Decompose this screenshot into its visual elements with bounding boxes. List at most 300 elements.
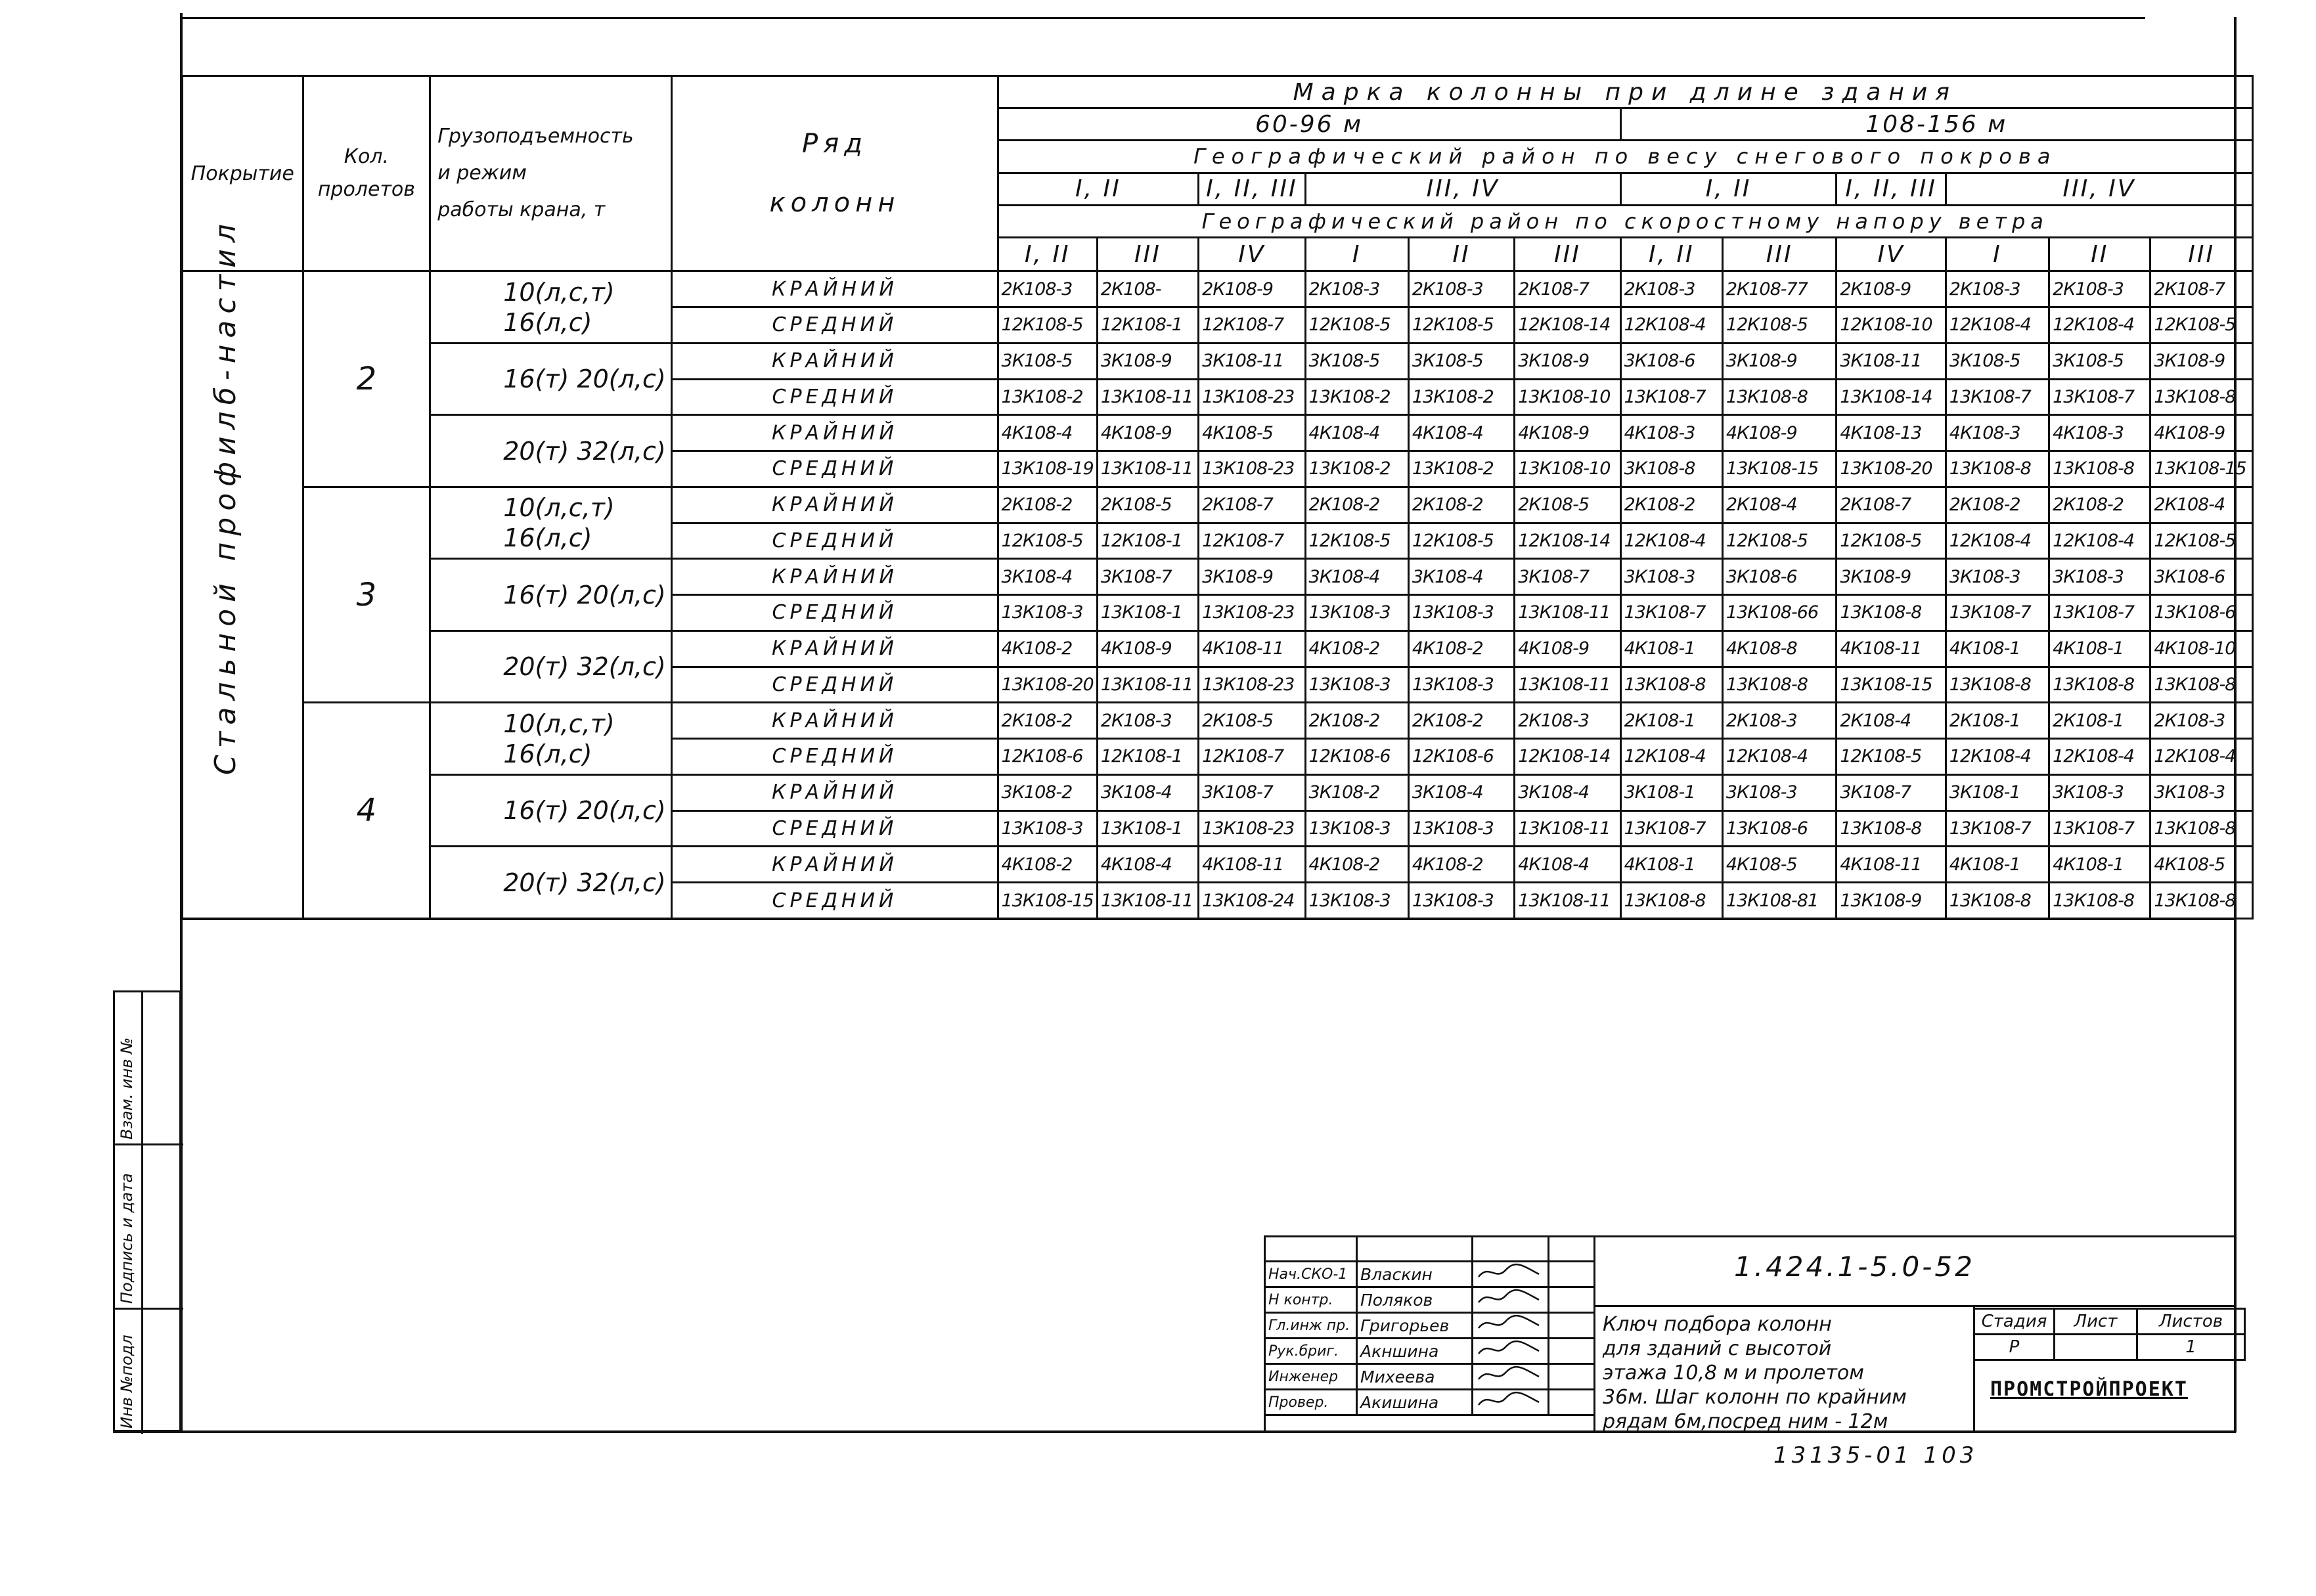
column-mark-cell: 2К108-3	[2049, 271, 2150, 307]
column-mark-cell: 2К108-1	[1620, 703, 1722, 739]
column-mark-cell: 3К108-4	[1515, 774, 1620, 810]
column-mark-cell: 2К108-7	[1199, 487, 1305, 523]
snow-group-5: I, II, III	[1837, 173, 1946, 205]
wind-subregion-11: II	[2049, 237, 2150, 271]
column-mark-cell: 2К108-7	[1515, 271, 1620, 307]
header-length-60-96: 60-96 м	[998, 108, 1620, 141]
column-mark-cell: 3К108-7	[1515, 559, 1620, 595]
signer-name: Акишина	[1357, 1390, 1473, 1415]
column-mark-cell: 3К108-5	[1946, 343, 2049, 379]
column-mark-cell: 12К108-5	[1305, 307, 1408, 344]
column-mark-cell: 3К108-5	[998, 343, 1097, 379]
column-mark-cell: 13К108-20	[1837, 451, 1946, 487]
table-row	[183, 847, 2253, 883]
column-mark-cell: 3К108-9	[1097, 343, 1198, 379]
sheets-label: Листов	[2137, 1309, 2245, 1335]
snow-group-4: I, II	[1620, 173, 1837, 205]
column-mark-cell: 12К108-14	[1515, 523, 1620, 559]
column-mark-cell: 2К108-3	[1408, 271, 1514, 307]
column-mark-cell: 4К108-9	[1722, 415, 1836, 451]
column-mark-cell: 12К108-5	[1722, 523, 1836, 559]
column-mark-cell: 3К108-2	[1305, 774, 1408, 810]
wind-subregion-9: IV	[1837, 237, 1946, 271]
column-mark-cell: 2К108-77	[1722, 271, 1836, 307]
sheets-value: 1	[2137, 1335, 2245, 1360]
column-mark-cell: 12К108-4	[1946, 523, 2049, 559]
table-row	[183, 631, 2253, 667]
column-mark-cell: 3К108-6	[2150, 559, 2253, 595]
column-mark-cell: 12К108-4	[2049, 739, 2150, 775]
column-mark-cell: 13К108-3	[1408, 883, 1514, 919]
column-mark-cell: 12К108-4	[2049, 523, 2150, 559]
column-mark-cell: 12К108-14	[1515, 739, 1620, 775]
column-mark-cell: 13К108-7	[1620, 810, 1722, 847]
wind-subregion-5: II	[1408, 237, 1514, 271]
header-crane-line1: Грузоподъемность	[437, 125, 634, 148]
column-mark-cell: 4К108-2	[1408, 631, 1514, 667]
column-mark-cell: 3К108-4	[1097, 774, 1198, 810]
column-mark-cell: 4К108-1	[2049, 631, 2150, 667]
column-mark-cell: 13К108-11	[1097, 883, 1198, 919]
header-spans-count: Кол. пролетов	[303, 76, 430, 271]
spans-count-cell: 4	[303, 703, 430, 919]
header-covering: Покрытие	[183, 76, 303, 271]
column-mark-cell: 13К108-8	[2150, 667, 2253, 703]
column-mark-cell: 2К108-3	[998, 271, 1097, 307]
column-mark-cell: 13К108-10	[1515, 379, 1620, 415]
column-row-type: КРАЙНИЙ	[672, 559, 998, 595]
column-row-type: СРЕДНИЙ	[672, 810, 998, 847]
column-mark-cell: 2К108-3	[1946, 271, 2049, 307]
signature-row	[1265, 1390, 1595, 1415]
column-mark-cell: 13К108-2	[1408, 451, 1514, 487]
signature-row	[1265, 1262, 1595, 1287]
column-mark-cell: 4К108-4	[1305, 415, 1408, 451]
column-mark-cell: 12К108-5	[1305, 523, 1408, 559]
column-mark-cell: 13К108-11	[1515, 810, 1620, 847]
column-mark-cell: 13К108-23	[1199, 595, 1305, 631]
column-mark-cell: 4К108-9	[1097, 631, 1198, 667]
column-mark-cell: 4К108-1	[1620, 847, 1722, 883]
snow-group-3: III, IV	[1305, 173, 1620, 205]
wind-subregion-7: I, II	[1620, 237, 1722, 271]
header-length-108-156: 108-156 м	[1620, 108, 2252, 141]
column-mark-cell: 4К108-4	[1515, 847, 1620, 883]
stage-table	[1973, 1308, 2246, 1361]
column-mark-cell: 2К108-2	[1305, 703, 1408, 739]
side-label-sign: Подпись и дата	[118, 1173, 136, 1304]
signature-row	[1265, 1364, 1595, 1390]
column-mark-cell: 13К108-7	[1946, 379, 2049, 415]
column-mark-cell: 2К108-1	[2049, 703, 2150, 739]
crane-load-cell: 20(т) 32(л,с)	[430, 415, 672, 487]
snow-group-1: I, II	[998, 173, 1199, 205]
column-mark-cell: 3К108-3	[2049, 774, 2150, 810]
column-mark-cell: 4К108-4	[1408, 415, 1514, 451]
signature-row	[1265, 1339, 1595, 1364]
column-mark-cell: 13К108-2	[1408, 379, 1514, 415]
column-mark-cell: 3К108-1	[1946, 774, 2049, 810]
column-mark-cell: 13К108-6	[1722, 810, 1836, 847]
column-mark-cell: 12К108-5	[1722, 307, 1836, 344]
column-row-type: СРЕДНИЙ	[672, 523, 998, 559]
column-mark-cell: 4К108-4	[1097, 847, 1198, 883]
column-row-type: СРЕДНИЙ	[672, 667, 998, 703]
column-mark-cell: 4К108-2	[1305, 847, 1408, 883]
wind-subregion-12: III	[2150, 237, 2253, 271]
column-mark-cell: 13К108-7	[2049, 595, 2150, 631]
column-mark-cell: 13К108-8	[2049, 667, 2150, 703]
column-mark-cell: 12К108-10	[1837, 307, 1946, 344]
column-mark-cell: 12К108-5	[1408, 307, 1514, 344]
archive-number: 13135-01 103	[1773, 1442, 1978, 1469]
column-mark-cell: 12К108-1	[1097, 307, 1198, 344]
column-mark-cell: 12К108-6	[1305, 739, 1408, 775]
signature-mark	[1473, 1339, 1549, 1364]
date-cell	[1549, 1313, 1595, 1339]
column-mark-cell: 12К108-4	[1620, 307, 1722, 344]
column-mark-cell: 12К108-5	[998, 523, 1097, 559]
signer-role: Инженер	[1265, 1364, 1357, 1390]
column-mark-cell: 2К108-5	[1515, 487, 1620, 523]
table-row	[183, 343, 2253, 379]
column-mark-cell: 12К108-4	[1620, 523, 1722, 559]
column-mark-cell: 3К108-2	[998, 774, 1097, 810]
column-mark-cell: 3К108-11	[1837, 343, 1946, 379]
wind-subregion-4: I	[1305, 237, 1408, 271]
column-mark-cell: 13К108-11	[1097, 667, 1198, 703]
column-mark-cell: 13К108-66	[1722, 595, 1836, 631]
date-cell	[1549, 1364, 1595, 1390]
title-block-hline	[1593, 1305, 2236, 1307]
column-mark-cell: 4К108-11	[1199, 847, 1305, 883]
column-row-type: КРАЙНИЙ	[672, 415, 998, 451]
signature-mark	[1473, 1390, 1549, 1415]
column-mark-cell: 2К108-4	[1837, 703, 1946, 739]
column-mark-cell: 13К108-8	[1946, 667, 2049, 703]
column-mark-cell: 4К108-9	[1515, 415, 1620, 451]
column-mark-cell: 4К108-3	[1620, 415, 1722, 451]
column-mark-cell: 4К108-5	[1722, 847, 1836, 883]
column-mark-cell: 4К108-1	[1620, 631, 1722, 667]
crane-load-cell: 20(т) 32(л,с)	[430, 631, 672, 703]
side-label-inv: Инв №подл	[118, 1335, 136, 1429]
column-row-type: СРЕДНИЙ	[672, 595, 998, 631]
column-row-type: КРАЙНИЙ	[672, 774, 998, 810]
column-mark-cell: 3К108-7	[1097, 559, 1198, 595]
wind-subregion-6: III	[1515, 237, 1620, 271]
column-mark-cell: 2К108-2	[1620, 487, 1722, 523]
column-mark-cell: 13К108-7	[1946, 595, 2049, 631]
column-mark-cell: 13К108-8	[1722, 379, 1836, 415]
column-mark-cell: 13К108-7	[2049, 379, 2150, 415]
header-column-row: Ряд колонн	[672, 76, 998, 271]
column-mark-cell: 3К108-1	[1620, 774, 1722, 810]
column-mark-cell: 2К108-2	[998, 703, 1097, 739]
column-mark-cell: 3К108-4	[1408, 774, 1514, 810]
column-mark-cell: 13К108-3	[1408, 595, 1514, 631]
column-mark-cell: 2К108-3	[2150, 703, 2253, 739]
column-row-type: КРАЙНИЙ	[672, 703, 998, 739]
column-row-type: КРАЙНИЙ	[672, 271, 998, 307]
column-mark-cell: 13К108-8	[2150, 379, 2253, 415]
column-mark-cell: 13К108-3	[1408, 810, 1514, 847]
column-mark-cell: 13К108-7	[1946, 810, 2049, 847]
table-row	[183, 415, 2253, 451]
table-row	[183, 703, 2253, 739]
column-mark-cell: 3К108-5	[2049, 343, 2150, 379]
covering-cell	[183, 271, 303, 919]
column-mark-cell: 2К108-5	[1097, 487, 1198, 523]
header-snow-region: Географический район по весу снегового покрова	[998, 141, 2252, 173]
column-row-type: КРАЙНИЙ	[672, 343, 998, 379]
signature-row	[1265, 1313, 1595, 1339]
column-mark-cell: 13К108-8	[1946, 451, 2049, 487]
column-mark-cell: 12К108-5	[998, 307, 1097, 344]
column-mark-cell: 13К108-19	[998, 451, 1097, 487]
column-mark-cell: 13К108-3	[1305, 595, 1408, 631]
column-mark-cell: 13К108-10	[1515, 451, 1620, 487]
column-mark-cell: 3К108-4	[998, 559, 1097, 595]
table-row	[183, 774, 2253, 810]
column-mark-cell: 4К108-9	[1097, 415, 1198, 451]
column-mark-cell: 12К108-4	[1946, 307, 2049, 344]
column-mark-cell: 13К108-8	[2150, 883, 2253, 919]
column-mark-cell: 13К108-3	[998, 810, 1097, 847]
signer-name: Григорьев	[1357, 1313, 1473, 1339]
column-mark-cell: 3К108-3	[1620, 559, 1722, 595]
column-mark-cell: 13К108-1	[1097, 810, 1198, 847]
column-mark-cell: 12К108-4	[1722, 739, 1836, 775]
drawing-title: Ключ подбора колонн для зданий с высотой этажа 10,8 м и пролетом 36м. Шаг колонн по крайним рядам 6м,посред ним - 12м	[1603, 1313, 1907, 1433]
column-mark-cell: 4К108-11	[1837, 631, 1946, 667]
document-code: 1.424.1-5.0-52	[1734, 1251, 1975, 1283]
column-mark-cell: 2К108-3	[1722, 703, 1836, 739]
column-mark-cell: 12К108-7	[1199, 523, 1305, 559]
column-mark-cell: 13К108-8	[2049, 883, 2150, 919]
column-mark-cell: 13К108-11	[1515, 667, 1620, 703]
signer-name: Поляков	[1357, 1287, 1473, 1313]
column-mark-cell: 3К108-5	[1305, 343, 1408, 379]
signer-role: Провер.	[1265, 1390, 1357, 1415]
column-mark-cell: 13К108-6	[2150, 595, 2253, 631]
crane-load-cell: 16(т) 20(л,с)	[430, 774, 672, 847]
column-mark-cell: 13К108-2	[1305, 451, 1408, 487]
column-mark-cell: 4К108-2	[1305, 631, 1408, 667]
spans-count-cell: 2	[303, 271, 430, 487]
crane-load-cell: 10(л,с,т) 16(л,с)	[430, 487, 672, 559]
side-strip	[113, 990, 181, 1432]
column-row-type: СРЕДНИЙ	[672, 307, 998, 344]
column-mark-cell: 12К108-1	[1097, 523, 1198, 559]
crane-load-cell: 20(т) 32(л,с)	[430, 847, 672, 919]
signature-mark	[1473, 1364, 1549, 1390]
header-crane-line2: и режим	[437, 162, 527, 185]
crane-load-cell: 10(л,с,т) 16(л,с)	[430, 271, 672, 344]
column-mark-cell: 12К108-6	[998, 739, 1097, 775]
signer-name: Михеева	[1357, 1364, 1473, 1390]
column-mark-cell: 4К108-2	[998, 631, 1097, 667]
column-mark-cell: 13К108-8	[2150, 810, 2253, 847]
column-mark-cell: 4К108-9	[1515, 631, 1620, 667]
table-row	[183, 559, 2253, 595]
column-mark-cell: 13К108-11	[1515, 883, 1620, 919]
column-mark-cell: 2К108-9	[1199, 271, 1305, 307]
column-mark-cell: 13К108-8	[2049, 451, 2150, 487]
column-mark-cell: 13К108-8	[1722, 667, 1836, 703]
column-mark-cell: 4К108-13	[1837, 415, 1946, 451]
column-mark-cell: 4К108-9	[2150, 415, 2253, 451]
column-mark-cell: 13К108-3	[1305, 667, 1408, 703]
column-mark-cell: 12К108-7	[1199, 307, 1305, 344]
signature-mark	[1473, 1287, 1549, 1313]
column-row-type: КРАЙНИЙ	[672, 487, 998, 523]
column-mark-cell: 13К108-7	[1620, 595, 1722, 631]
wind-subregion-3: IV	[1199, 237, 1305, 271]
column-mark-cell: 4К108-1	[1946, 847, 2049, 883]
column-selection-table	[181, 75, 2254, 920]
column-mark-cell: 13К108-3	[998, 595, 1097, 631]
wind-subregion-2: III	[1097, 237, 1198, 271]
column-mark-cell: 13К108-23	[1199, 451, 1305, 487]
column-mark-cell: 3К108-9	[2150, 343, 2253, 379]
column-mark-cell: 3К108-8	[1620, 451, 1722, 487]
column-mark-cell: 13К108-11	[1097, 451, 1198, 487]
column-mark-cell: 13К108-8	[1837, 595, 1946, 631]
column-mark-cell: 13К108-9	[1837, 883, 1946, 919]
column-mark-cell: 12К108-5	[1837, 739, 1946, 775]
column-row-type: СРЕДНИЙ	[672, 451, 998, 487]
column-row-type: СРЕДНИЙ	[672, 739, 998, 775]
sheet-value	[2055, 1335, 2137, 1360]
column-mark-cell: 13К108-3	[1408, 667, 1514, 703]
signer-name: Акншина	[1357, 1339, 1473, 1364]
column-mark-cell: 4К108-3	[2049, 415, 2150, 451]
column-mark-cell: 4К108-2	[1408, 847, 1514, 883]
column-mark-cell: 3К108-4	[1408, 559, 1514, 595]
table-row	[183, 271, 2253, 307]
column-mark-cell: 3К108-9	[1837, 559, 1946, 595]
spans-count-cell: 3	[303, 487, 430, 703]
snow-group-2: I, II, III	[1199, 173, 1305, 205]
column-mark-cell: 2К108-4	[2150, 487, 2253, 523]
column-mark-cell: 12К108-4	[1946, 739, 2049, 775]
column-mark-cell: 2К108-3	[1097, 703, 1198, 739]
signer-role: Нач.СКО-1	[1265, 1262, 1357, 1287]
column-mark-cell: 2К108-1	[1946, 703, 2049, 739]
column-mark-cell: 2К108-3	[1515, 703, 1620, 739]
column-mark-cell: 13К108-7	[2049, 810, 2150, 847]
column-mark-cell: 13К108-23	[1199, 667, 1305, 703]
column-mark-cell: 13К108-3	[1305, 883, 1408, 919]
column-mark-cell: 12К108-1	[1097, 739, 1198, 775]
signature-mark	[1473, 1313, 1549, 1339]
column-mark-cell: 13К108-8	[1620, 883, 1722, 919]
column-mark-cell: 3К108-7	[1199, 774, 1305, 810]
column-mark-cell: 2К108-3	[1620, 271, 1722, 307]
wind-subregion-10: I	[1946, 237, 2049, 271]
column-mark-cell: 13К108-8	[1946, 883, 2049, 919]
column-mark-cell: 2К108-2	[1305, 487, 1408, 523]
column-mark-cell: 4К108-5	[1199, 415, 1305, 451]
stage-value: Р	[1974, 1335, 2055, 1360]
table-row	[183, 487, 2253, 523]
snow-group-6: III, IV	[1946, 173, 2252, 205]
column-mark-cell: 3К108-3	[2150, 774, 2253, 810]
column-mark-cell: 3К108-9	[1515, 343, 1620, 379]
column-row-type: СРЕДНИЙ	[672, 379, 998, 415]
column-mark-cell: 2К108-5	[1199, 703, 1305, 739]
column-mark-cell: 13К108-23	[1199, 379, 1305, 415]
column-mark-cell: 13К108-24	[1199, 883, 1305, 919]
column-mark-cell: 12К108-4	[1620, 739, 1722, 775]
column-mark-cell: 12К108-5	[2150, 307, 2253, 344]
date-cell	[1549, 1262, 1595, 1287]
sheet-label: Лист	[2055, 1309, 2137, 1335]
column-mark-cell: 13К108-15	[1837, 667, 1946, 703]
column-mark-cell: 4К108-1	[1946, 631, 2049, 667]
column-mark-cell: 4К108-4	[998, 415, 1097, 451]
column-mark-cell: 3К108-9	[1199, 559, 1305, 595]
column-mark-cell: 12К108-5	[2150, 523, 2253, 559]
column-mark-cell: 3К108-7	[1837, 774, 1946, 810]
column-mark-cell: 3К108-6	[1620, 343, 1722, 379]
column-mark-cell: 2К108-2	[1946, 487, 2049, 523]
column-mark-cell: 3К108-11	[1199, 343, 1305, 379]
column-mark-cell: 13К108-7	[1620, 379, 1722, 415]
column-mark-cell: 4К108-8	[1722, 631, 1836, 667]
column-mark-cell: 3К108-5	[1408, 343, 1514, 379]
column-row-type: КРАЙНИЙ	[672, 847, 998, 883]
column-row-type: СРЕДНИЙ	[672, 883, 998, 919]
column-mark-cell: 2К108-7	[1837, 487, 1946, 523]
column-mark-cell: 13К108-20	[998, 667, 1097, 703]
column-mark-cell: 12К108-7	[1199, 739, 1305, 775]
column-mark-cell: 13К108-11	[1515, 595, 1620, 631]
column-mark-cell: 4К108-3	[1946, 415, 2049, 451]
column-mark-cell: 13К108-8	[1837, 810, 1946, 847]
organization-name: ПРОМСТРОЙПРОЕКТ	[1990, 1378, 2188, 1401]
crane-load-cell: 16(т) 20(л,с)	[430, 343, 672, 415]
crane-load-cell: 16(т) 20(л,с)	[430, 559, 672, 631]
column-mark-cell: 12К108-4	[2049, 307, 2150, 344]
column-mark-cell: 13К108-81	[1722, 883, 1836, 919]
header-crane	[430, 76, 672, 271]
frame-top-line	[181, 17, 2145, 19]
column-mark-cell: 13К108-1	[1097, 595, 1198, 631]
column-mark-cell: 2К108-2	[998, 487, 1097, 523]
column-mark-cell: 4К108-2	[998, 847, 1097, 883]
column-mark-cell: 13К108-2	[998, 379, 1097, 415]
date-cell	[1549, 1339, 1595, 1364]
column-mark-cell: 2К108-7	[2150, 271, 2253, 307]
column-mark-cell: 13К108-8	[1620, 667, 1722, 703]
date-cell	[1549, 1390, 1595, 1415]
column-mark-cell: 13К108-11	[1097, 379, 1198, 415]
column-mark-cell: 12К108-5	[1837, 523, 1946, 559]
signer-name: Власкин	[1357, 1262, 1473, 1287]
header-wind-region: Географический район по скоростному напору ветра	[998, 205, 2252, 237]
column-mark-cell: 3К108-9	[1722, 343, 1836, 379]
column-mark-cell: 2К108-2	[2049, 487, 2150, 523]
column-mark-cell: 4К108-11	[1837, 847, 1946, 883]
column-mark-cell: 2К108-3	[1305, 271, 1408, 307]
signer-role: Н контр.	[1265, 1287, 1357, 1313]
column-mark-cell: 13К108-23	[1199, 810, 1305, 847]
column-mark-cell: 4К108-10	[2150, 631, 2253, 667]
column-mark-cell: 13К108-2	[1305, 379, 1408, 415]
column-mark-cell: 13К108-3	[1305, 810, 1408, 847]
